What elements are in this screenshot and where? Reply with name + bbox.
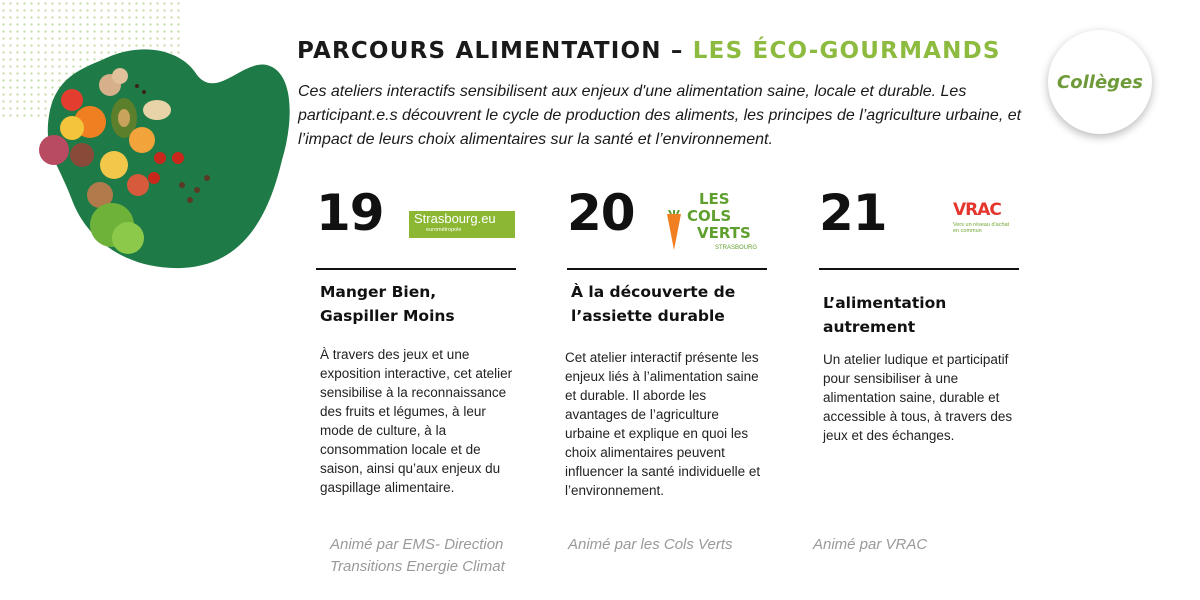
workshop-number: 21: [819, 184, 887, 242]
workshop-animated-by: [330, 534, 505, 578]
workshop-title-line-2: autrement: [823, 318, 916, 336]
logo-text: Strasbourg.eu: [414, 211, 496, 226]
workshop-title-line-1: Manger Bien,: [320, 283, 437, 301]
audience-badge: [1048, 30, 1152, 134]
divider: [567, 268, 767, 270]
workshop-number: 19: [316, 184, 384, 242]
workshop-description: Cet atelier interactif présente les enjeux liés à l’alimentation saine et durable. Il aborde les avantages de l’agriculture urbaine et explique en quoi les choix alimentaires peuvent influencer la santé individuelle et l’environnement.: [565, 350, 761, 498]
animated-by-line-1: Animé par les Cols Verts: [568, 536, 733, 553]
title-part-2: LES ÉCO-GOURMANDS: [692, 38, 1001, 64]
logo-subtext: eurométropole: [426, 227, 462, 233]
animated-by-line-2: Transitions Energie Climat: [330, 558, 505, 575]
logo-tagline: Vers un réseau d'achat en commun: [953, 222, 1010, 234]
food-illustration: [32, 40, 292, 270]
logo-word: VRAC: [953, 200, 1001, 220]
workshop-title-line-1: L’alimentation: [823, 294, 947, 312]
workshop-number: 20: [567, 184, 635, 242]
logo-word-1: LES: [699, 190, 730, 208]
logo-city: STRASBOURG: [715, 245, 758, 251]
carrot-icon: [663, 210, 685, 252]
page-title: [297, 38, 1001, 64]
intro-paragraph: Ces ateliers interactifs sensibilisent aux enjeux d'une alimentation saine, locale et durable. Les participant.e.s découvrent le cycle de production des aliments, les principes de l’agriculture urbaine, et l’impact de leurs choix alimentaires sur la santé et l’environnement.: [298, 83, 1022, 148]
workshop-title-line-2: Gaspiller Moins: [320, 307, 455, 325]
workshop-description: À travers des jeux et une exposition interactive, cet atelier sensibilise à la reconnaissance des fruits et légumes, à leur mode de culture, à la consommation locale et de saison, ainsi qu’aux enjeux du gaspillage alimentaire.: [320, 347, 513, 495]
workshop-animated-by: [813, 534, 927, 556]
workshop-title: [823, 291, 1023, 339]
workshop-title: [320, 280, 520, 328]
les-cols-verts-logo: [663, 192, 758, 254]
badge-label: Collèges: [1057, 71, 1143, 93]
workshop-animated-by: [568, 534, 733, 556]
logo-word-3: VERTS: [697, 224, 751, 242]
animated-by-line-1: Animé par VRAC: [813, 536, 928, 553]
strasbourg-eu-logo: [409, 211, 515, 238]
animated-by-line-1: Animé par EMS- Direction: [330, 536, 504, 553]
vrac-logo: [951, 200, 1011, 244]
divider: [316, 268, 516, 270]
workshop-title-line-1: À la découverte de: [571, 283, 736, 301]
logo-word-2: COLS: [687, 207, 732, 225]
workshop-title: [571, 280, 771, 328]
workshop-title-line-2: l’assiette durable: [571, 307, 725, 325]
divider: [819, 268, 1019, 270]
title-part-1: PARCOURS ALIMENTATION –: [297, 38, 693, 64]
workshop-description: Un atelier ludique et participatif pour sensibiliser à une alimentation saine, durable et accessible à tous, à travers des jeux et des échanges.: [823, 352, 1013, 443]
